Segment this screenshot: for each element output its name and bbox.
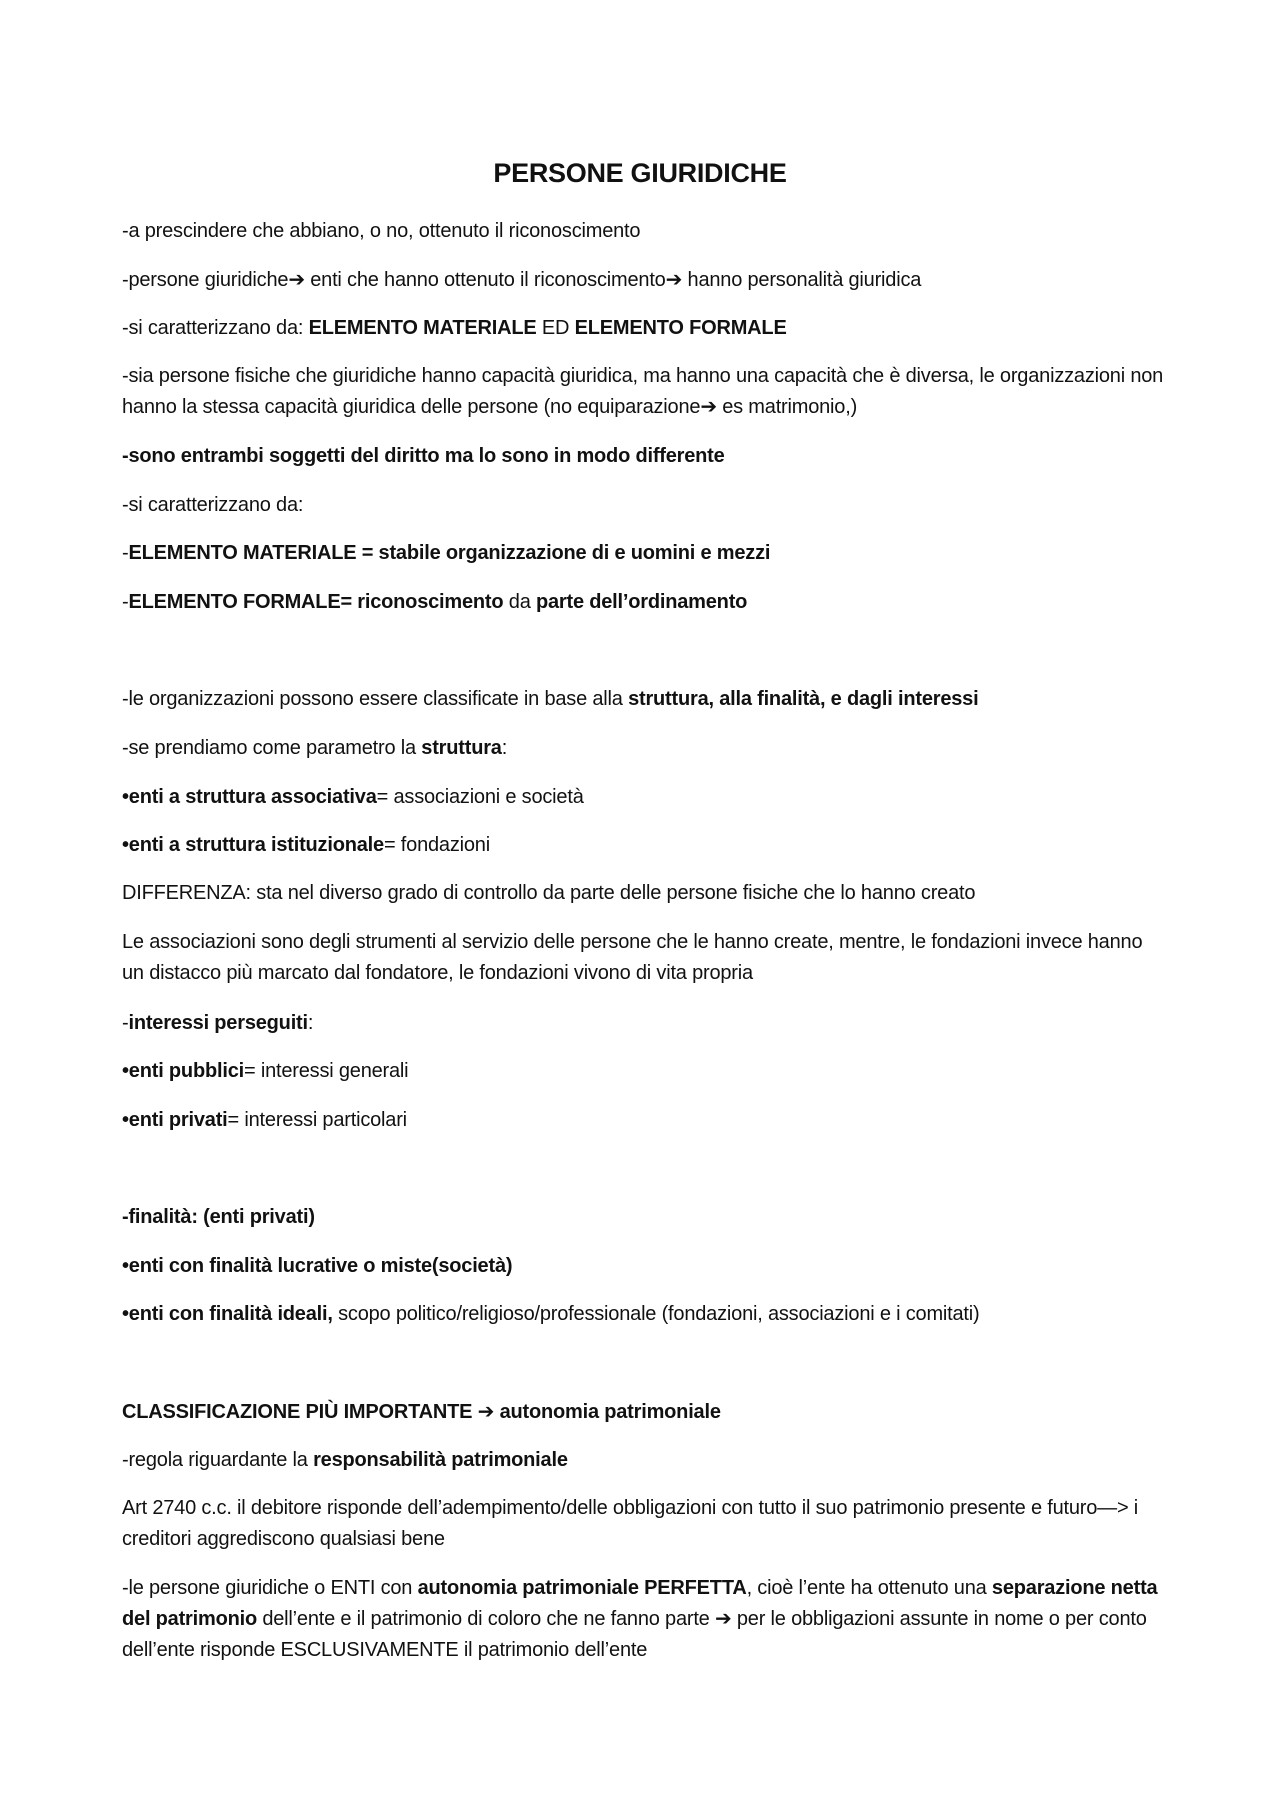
bold-text: ELEMENTO FORMALE bbox=[574, 317, 787, 339]
bullet-item bbox=[122, 1056, 1167, 1086]
text: = fondazioni bbox=[383, 834, 490, 856]
bold-text: ELEMENTO MATERIALE bbox=[308, 317, 537, 339]
bold-text: struttura, alla finalità, e dagli interessi bbox=[628, 688, 979, 710]
arrow-right-icon: ➔ bbox=[665, 269, 683, 291]
text: scopo politico/religioso/professionale (fondazioni, associazioni e i comitati) bbox=[332, 1303, 980, 1325]
paragraph-15 bbox=[122, 1008, 1167, 1038]
text: = interessi particolari bbox=[227, 1109, 407, 1131]
text: - bbox=[122, 591, 129, 613]
text: -se prendiamo come parametro la bbox=[122, 737, 422, 759]
text: - bbox=[122, 1012, 129, 1034]
paragraph-22 bbox=[122, 1445, 1167, 1475]
text: -sia persone fisiche che giuridiche hanno capacità giuridica, ma hanno una capacità che è diversa, le organizzazioni non hanno la stessa capacità giuridica delle persone (no equiparazione bbox=[122, 365, 1164, 418]
bold-text: interessi perseguiti bbox=[128, 1012, 308, 1034]
paragraph-8 bbox=[122, 587, 1167, 617]
paragraph-5: -sono entrambi soggetti del diritto ma lo sono in modo differente bbox=[122, 445, 725, 467]
bold-text: autonomia patrimoniale bbox=[494, 1401, 721, 1423]
text: -le persone giuridiche o ENTI con bbox=[122, 1577, 418, 1599]
paragraph-10 bbox=[122, 733, 1167, 763]
paragraph-23: Art 2740 c.c. il debitore risponde dell’adempimento/delle obbligazioni con tutto il suo patrimonio presente e futuro—> i creditori aggrediscono qualsiasi bene bbox=[122, 1497, 1139, 1550]
bold-text: autonomia patrimoniale PERFETTA bbox=[417, 1577, 747, 1599]
paragraph-18: -finalità: (enti privati) bbox=[122, 1206, 315, 1228]
paragraph-13: DIFFERENZA: sta nel diverso grado di controllo da parte delle persone fisiche che lo hanno creato bbox=[122, 882, 976, 904]
paragraph-7 bbox=[122, 538, 1167, 568]
bold-text: responsabilità patrimoniale bbox=[313, 1449, 568, 1471]
paragraph-24 bbox=[122, 1573, 1167, 1666]
bold-text: •enti con finalità ideali, bbox=[122, 1303, 333, 1325]
bold-text: CLASSIFICAZIONE PIÙ IMPORTANTE bbox=[122, 1401, 478, 1423]
bullet-item bbox=[122, 830, 1167, 860]
page-title: PERSONE GIURIDICHE bbox=[493, 158, 787, 188]
bold-text: ELEMENTO MATERIALE = stabile organizzazione di e uomini e mezzi bbox=[128, 542, 771, 564]
text: es matrimonio,) bbox=[716, 396, 858, 418]
paragraph-9 bbox=[122, 684, 1167, 714]
arrow-right-icon: ➔ bbox=[714, 1608, 732, 1630]
bullet-item bbox=[122, 1105, 1167, 1135]
text: -si caratterizzano da: bbox=[122, 317, 309, 339]
paragraph-4 bbox=[122, 361, 1167, 423]
bullet-item bbox=[122, 1299, 1167, 1329]
bullet-item: •enti con finalità lucrative o miste(società) bbox=[122, 1255, 513, 1277]
text: : bbox=[307, 1012, 314, 1034]
text: - bbox=[122, 542, 129, 564]
text: : bbox=[501, 737, 508, 759]
bullet-item bbox=[122, 782, 1167, 812]
bold-text: •enti a struttura istituzionale bbox=[122, 834, 384, 856]
bold-text: ELEMENTO FORMALE= riconoscimento bbox=[128, 591, 504, 613]
text: , cioè l’ente ha ottenuto una bbox=[746, 1577, 992, 1599]
text: -le organizzazioni possono essere classificate in base alla bbox=[122, 688, 629, 710]
text: -regola riguardante la bbox=[122, 1449, 314, 1471]
bold-text: parte dell’ordinamento bbox=[535, 591, 748, 613]
text: dell’ente e il patrimonio di coloro che ne fanno parte bbox=[256, 1608, 715, 1630]
text: hanno personalità giuridica bbox=[682, 269, 922, 291]
text: da bbox=[503, 591, 536, 613]
text: = associazioni e società bbox=[376, 786, 584, 808]
text: ED bbox=[536, 317, 575, 339]
section-heading bbox=[122, 1397, 1167, 1427]
paragraph-1: -a prescindere che abbiano, o no, ottenuto il riconoscimento bbox=[122, 220, 641, 242]
text: -persone giuridiche bbox=[122, 269, 289, 291]
bold-text: •enti pubblici bbox=[122, 1060, 244, 1082]
paragraph-2 bbox=[122, 265, 1167, 295]
bold-text: struttura bbox=[421, 737, 502, 759]
bold-text: separazione netta del patrimonio bbox=[122, 1577, 1158, 1630]
bold-text: •enti privati bbox=[122, 1109, 228, 1131]
arrow-right-icon: ➔ bbox=[477, 1401, 495, 1423]
text: = interessi generali bbox=[243, 1060, 409, 1082]
text: enti che hanno ottenuto il riconoscimento bbox=[304, 269, 666, 291]
bold-text: •enti a struttura associativa bbox=[122, 786, 377, 808]
text: per le obbligazioni assunte in nome o per conto dell’ente risponde ESCLUSIVAMENTE il patrimonio dell’ente bbox=[122, 1608, 1147, 1661]
paragraph-6: -si caratterizzano da: bbox=[122, 494, 304, 516]
paragraph-14: Le associazioni sono degli strumenti al servizio delle persone che le hanno create, mentre, le fondazioni invece hanno un distacco più marcato dal fondatore, le fondazioni vivono di vita propria bbox=[122, 931, 1143, 984]
arrow-right-icon: ➔ bbox=[288, 269, 305, 291]
arrow-right-icon: ➔ bbox=[700, 396, 717, 418]
paragraph-3 bbox=[122, 313, 1167, 343]
